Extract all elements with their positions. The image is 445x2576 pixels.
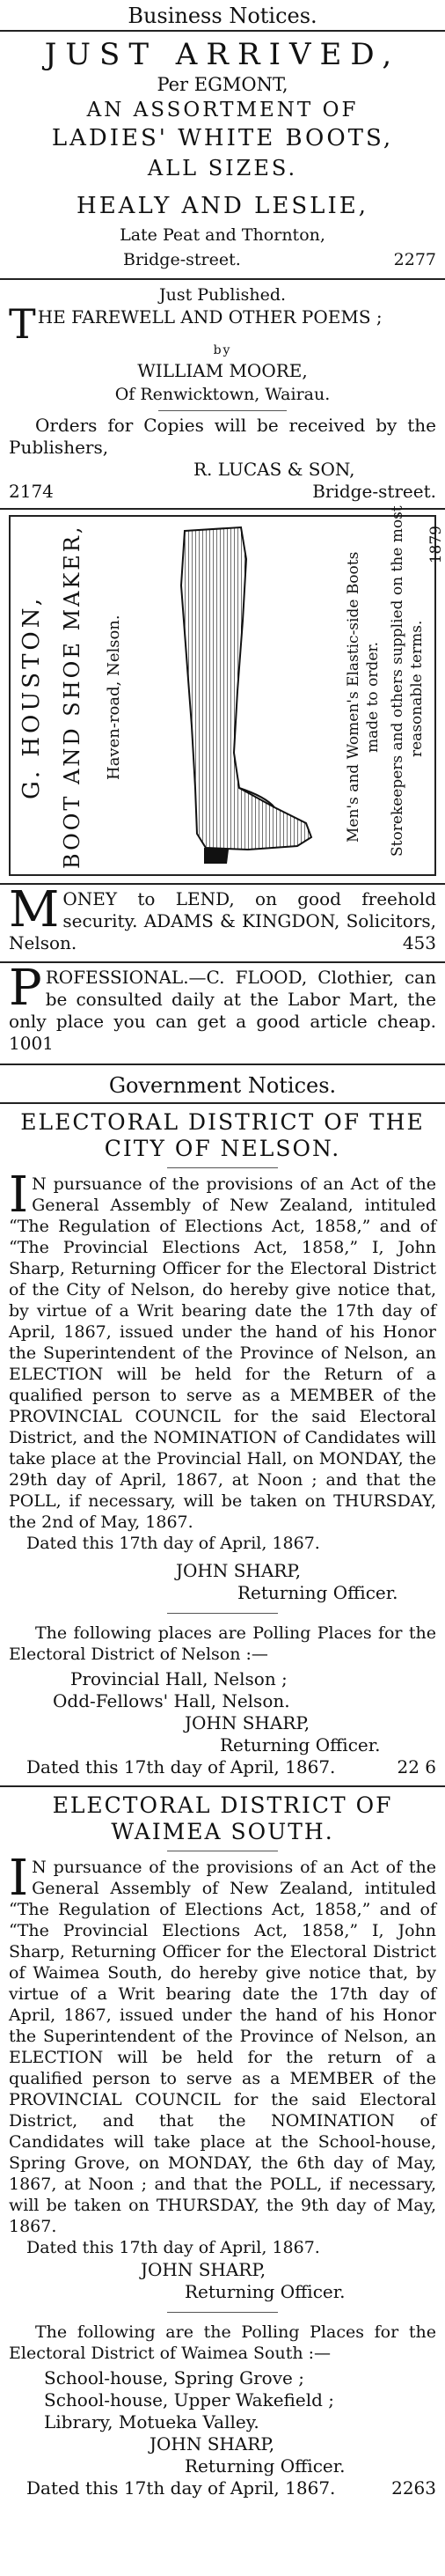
- short-divider: [158, 410, 287, 411]
- ad-street: Bridge-street.: [123, 250, 241, 269]
- ad-line1: Men's and Women's Elastic-side Boots: [345, 551, 362, 843]
- polling-place: School-house, Spring Grove ;: [44, 2367, 304, 2388]
- ad-line3: Storekeepers and others supplied on the most: [389, 505, 406, 857]
- notice-title: ELECTORAL DISTRICT OF WAIMEA SOUTH.: [52, 1792, 393, 1844]
- ad-number: 453: [402, 932, 436, 953]
- notice-dated: Dated this 17th day of April, 1867.: [26, 1756, 336, 1777]
- ad-number: 1001: [9, 1033, 54, 1054]
- ad-houston-boot: [9, 505, 445, 876]
- signature-title: Returning Officer.: [185, 2455, 346, 2477]
- ad-orders: Orders for Copies will be received by the Publishers,: [9, 415, 436, 458]
- signature-name: JOHN SHARP,: [141, 2259, 266, 2280]
- ad-line: ALL SIZES.: [147, 156, 298, 180]
- ad-line: LADIES' WHITE BOOTS,: [51, 125, 394, 151]
- drop-cap: T: [9, 300, 36, 348]
- drop-cap: I: [9, 1850, 29, 1907]
- drop-cap: P: [9, 960, 42, 1017]
- notice-footer: [9, 2477, 436, 2499]
- ad-place: Of Renwicktown, Wairau.: [114, 385, 331, 404]
- drop-cap: M: [9, 881, 60, 938]
- notice-dated: Dated this 17th day of April, 1867.: [26, 1534, 320, 1553]
- section-header-business: Business Notices.: [128, 4, 317, 28]
- ad-poems: [9, 280, 436, 503]
- ad-money: [9, 881, 436, 954]
- ad-address: Haven-road, Nelson.: [105, 615, 123, 780]
- notice-title: ELECTORAL DISTRICT OF THE CITY OF NELSON.: [20, 1109, 425, 1161]
- ad-firm: HEALY AND LESLIE,: [77, 193, 368, 219]
- ad-author: WILLIAM MOORE,: [137, 360, 308, 381]
- signature-name: JOHN SHARP,: [185, 1712, 310, 1733]
- polling-place: School-house, Upper Wakefield ;: [44, 2389, 335, 2410]
- ad-professional: [9, 960, 436, 1055]
- ad-publisher: R. LUCAS & SON,: [193, 459, 355, 480]
- ad-number: 2174: [9, 481, 54, 502]
- notice-number: 2263: [391, 2477, 436, 2499]
- ad-just-arrived: [9, 32, 436, 273]
- notice-dated: Dated this 17th day of April, 1867.: [26, 2477, 336, 2499]
- signature-name: JOHN SHARP,: [176, 1560, 302, 1581]
- ad-title: [9, 300, 436, 348]
- ad-footer: [9, 247, 436, 273]
- ad-trade: BOOT AND SHOE MAKER,: [60, 524, 84, 869]
- section-header-government: Government Notices.: [108, 1073, 337, 1098]
- ad-line4: reasonable terms.: [408, 620, 426, 757]
- signature-name: JOHN SHARP,: [150, 2433, 275, 2455]
- ad-footer: [9, 481, 436, 503]
- polling-intro: The following are the Polling Places for the Electoral District of Waimea South :—: [9, 2322, 436, 2363]
- polling-place: Odd-Fellows' Hall, Nelson.: [53, 1690, 290, 1711]
- short-divider: [167, 2312, 278, 2313]
- ad-body: ROFESSIONAL.—C. FLOOD, Clothier, can be consulted daily at the Labor Mart, the only place you can get a good article cheap.: [9, 967, 436, 1032]
- signature-title: Returning Officer.: [220, 1734, 381, 1755]
- ad-text: [9, 960, 436, 1055]
- divider: [0, 508, 445, 510]
- boot-illustration: [142, 524, 318, 869]
- signature-title: Returning Officer.: [237, 1582, 398, 1603]
- polling-place: Provincial Hall, Nelson ;: [70, 1668, 288, 1689]
- ad-line2: made to order.: [364, 641, 382, 754]
- ad-line: AN ASSORTMENT OF: [86, 99, 359, 121]
- ad-line: Late Peat and Thornton,: [120, 225, 325, 245]
- ad-body: ONEY to LEND, on good freehold security. ADAMS & KINGDON, Solicitors, Nelson.: [9, 888, 436, 953]
- ad-title-text: HE FAREWELL AND OTHER POEMS ;: [37, 306, 383, 328]
- notice-body: [9, 1167, 436, 1533]
- ad-name: G. HOUSTON,: [18, 594, 45, 800]
- notice-footer: [9, 1756, 436, 1778]
- signature-title: Returning Officer.: [185, 2281, 346, 2302]
- notice-body: [9, 1850, 436, 2237]
- short-divider: [167, 1613, 278, 1614]
- ad-text: [9, 881, 436, 954]
- drop-cap: I: [9, 1167, 29, 1224]
- polling-place: Library, Motueka Valley.: [44, 2411, 259, 2432]
- notice-dated: Dated this 17th day of April, 1867.: [26, 2238, 320, 2257]
- polling-intro: The following places are Polling Places for the Electoral District of Nelson :—: [9, 1623, 436, 1664]
- notice-body-text: N pursuance of the provisions of an Act of the General Assembly of New Zealand, intituled “The Regulation of Elections Act, 1858,” and of “The Provincial Elections Act, 1858,” I, John Sharp, Returning Officer for the Electoral District of the City of Nelson, do hereby give notice that, by virtue of a Writ bearing date the 17th day of April, 1867, issued under the hand of his Honor the Superintendent of the Province of Nelson, an ELECTION will be held for the Return of a qualified person to serve as a MEMBER of the PROVINCIAL COUNCIL for the said Electoral District, and the NOMINATION of Candidates will take place at the Provincial Hall, on MONDAY, the 29th day of April, 1867, at Noon ; and that the POLL, if necessary, will be taken on THURSDAY, the 2nd of May, 1867.: [9, 1174, 436, 1532]
- notice-number: 22 6: [397, 1756, 436, 1777]
- ad-number: 1879: [427, 526, 445, 564]
- notice-city-of-nelson: [9, 1104, 436, 1778]
- ad-number: 2277: [393, 250, 436, 269]
- notice-body-text: N pursuance of the provisions of an Act of the General Assembly of New Zealand, intituled “The Regulation of Elections Act, 1858,” and of “The Provincial Elections Act, 1858,” I, John Sharp, Returning Officer for the Electoral District of Waimea South, do hereby give notice that, by virtue of a Writ bearing date the 17th day of April, 1867, issued under the hand of his Honor the Superintendent of the Province of Nelson, an ELECTION will be held for the return of a qualified person to serve as a MEMBER of the PROVINCIAL COUNCIL for the said Electoral District, and that the NOMINATION of Candidates will take place at the School-house, Spring Grove, on MONDAY, the 6th day of May, 1867, at Noon ; and that the POLL, if necessary, will be taken on THURSDAY, the 9th day of May, 1867.: [9, 1858, 436, 2236]
- short-divider: [167, 1167, 278, 1168]
- ad-line: Per EGMONT,: [157, 74, 288, 95]
- ad-intro: Just Published.: [158, 285, 287, 305]
- ad-headline: JUST ARRIVED,: [44, 37, 401, 72]
- notice-waimea-south: [9, 1787, 436, 2499]
- ad-by: by: [213, 343, 232, 357]
- ad-street: Bridge-street.: [312, 481, 436, 502]
